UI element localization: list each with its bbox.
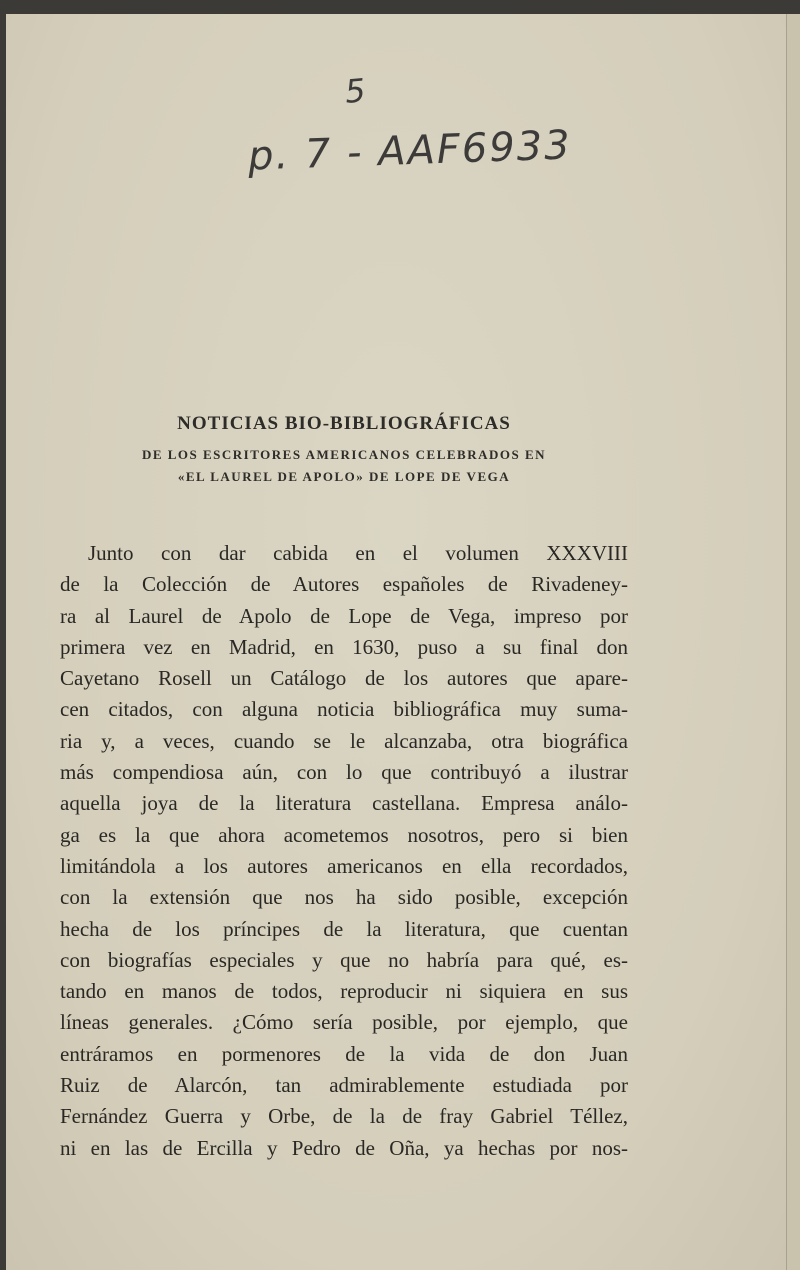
text-line: más compendiosa aún, con lo que contribuyó a ilustrar: [60, 760, 628, 785]
text-line: aquella joya de la literatura castellana. Empresa análo-: [60, 791, 628, 816]
text-line: ga es la que ahora acometemos nosotros, pero si bien: [60, 822, 628, 847]
text-line: ni en las de Ercilla y Pedro de Oña, ya hechas por nos-: [60, 1135, 628, 1160]
handwritten-reference: p. 7 - AAF6933: [247, 122, 573, 180]
text-line: entráramos en pormenores de la vida de don Juan: [60, 1041, 628, 1066]
subtitle-line-1: DE LOS ESCRITORES AMERICANOS CELEBRADOS EN: [141, 447, 547, 462]
text-line: hecha de los príncipes de la literatura, que cuentan: [60, 916, 628, 941]
handwritten-mark: 5: [343, 71, 367, 111]
text-line: con la extensión que nos ha sido posible, excepción: [60, 885, 628, 910]
text-line: primera vez en Madrid, en 1630, puso a su final don: [60, 634, 628, 659]
text-line: Fernández Guerra y Orbe, de la de fray Gabriel Téllez,: [60, 1104, 628, 1129]
text-line: ra al Laurel de Apolo de Lope de Vega, impreso por: [60, 603, 628, 628]
text-line: con biografías especiales y que no habría para qué, es-: [60, 947, 628, 972]
subtitle-line-2: «EL LAUREL DE APOLO» DE LOPE DE VEGA: [177, 469, 511, 484]
page-title: NOTICIAS BIO-BIBLIOGRÁFICAS: [177, 413, 511, 434]
text-line: ria y, a veces, cuando se le alcanzaba, otra biográfica: [60, 728, 628, 753]
text-line: cen citados, con alguna noticia bibliográfica muy suma-: [60, 697, 628, 722]
text-line: de la Colección de Autores españoles de Rivadeney-: [60, 572, 628, 597]
text-line: Junto con dar cabida en el volumen XXXVIII: [88, 541, 628, 565]
page-edge: [786, 14, 800, 1270]
text-line: tando en manos de todos, reproducir ni siquiera en sus: [60, 979, 628, 1004]
body-text: [60, 538, 628, 1164]
text-line: Cayetano Rosell un Catálogo de los autores que apare-: [60, 666, 628, 691]
text-line: limitándola a los autores americanos en ella recordados,: [60, 853, 628, 878]
text-line: Ruiz de Alarcón, tan admirablemente estudiada por: [60, 1073, 628, 1098]
text-line: líneas generales. ¿Cómo sería posible, por ejemplo, que: [60, 1010, 628, 1035]
